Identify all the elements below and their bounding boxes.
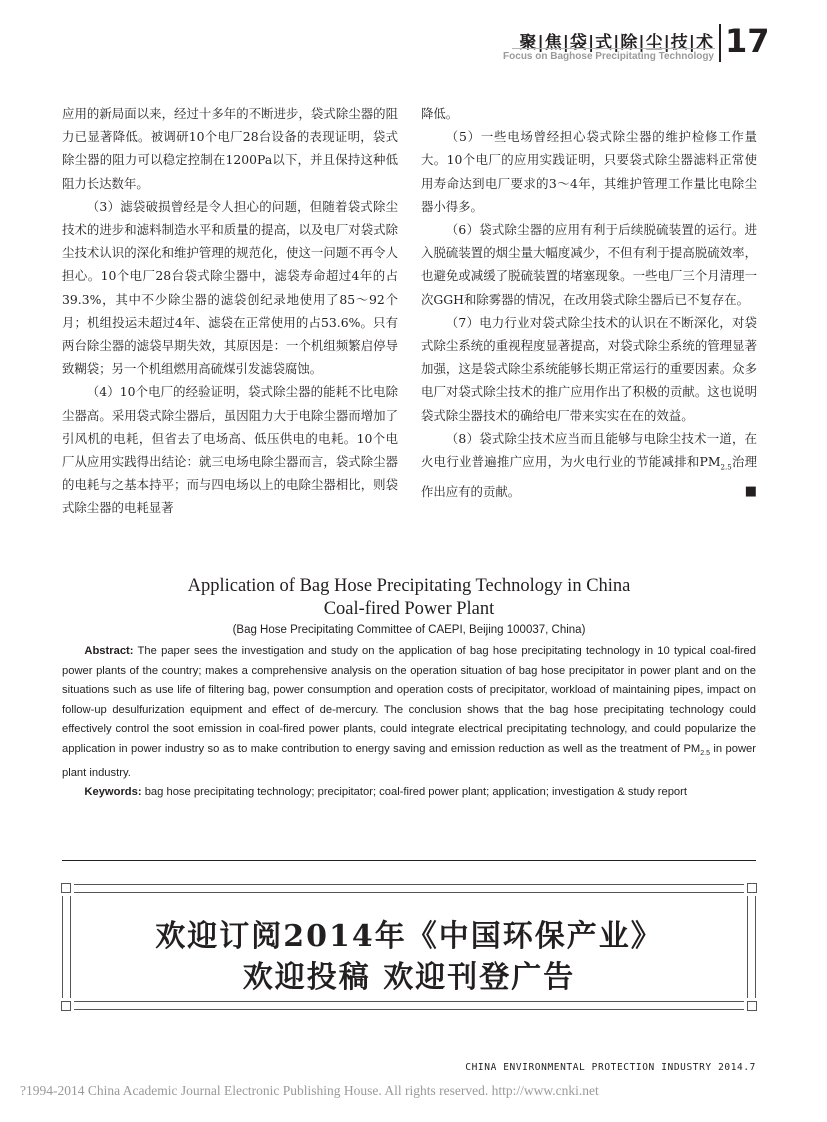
paragraph: （4）10个电厂的经验证明，袋式除尘器的能耗不比电除尘器高。采用袋式除尘器后，虽因阻力大于电除尘器而增加了引风机的电耗，但省去了电场高、低压供电的电耗。10个电厂从应用实践得出结论：就三电场电除尘器而言，袋式除尘器的电耗与之基本持平；而与四电场以上的电除尘器相比，则袋式除尘器的电耗显著	[62, 384, 398, 516]
subscription-banner	[62, 884, 756, 1010]
banner-line-1: 欢迎订阅2014年《中国环保产业》	[155, 919, 663, 954]
english-title-line: Coal-fired Power Plant	[323, 599, 495, 619]
abstract-text: in power plant industry.	[62, 742, 756, 779]
paragraph: （5）一些电场曾经担心袋式除尘器的维护检修工作量大。10个电厂的应用实践证明，只要袋式除尘器滤料正常使用寿命达到电厂要求的3～4年，其维护管理工作量比电除尘器小得多。	[421, 129, 757, 214]
paragraph: （7）电力行业对袋式除尘技术的认识在不断深化，对袋式除尘系统的重视程度显著提高，对袋式除尘系统的管理显著加强，这是袋式除尘系统能够长期正常运行的重要因素。众多电厂对袋式除尘技术的推广应用作出了积极的贡献。这也说明袋式除尘器技术的确给电厂带来实实在在的效益。	[421, 314, 757, 423]
section-divider	[62, 860, 756, 861]
keywords-paragraph	[62, 783, 756, 803]
english-title-line: Application of Bag Hose Precipitating Technology in China	[187, 576, 631, 596]
journal-footer: CHINA ENVIRONMENTAL PROTECTION INDUSTRY 2014.7	[465, 1062, 756, 1073]
corner-ornament	[58, 998, 74, 1014]
affiliation: (Bag Hose Precipitating Committee of CAEPI, Beijing 100037, China)	[232, 624, 586, 636]
paragraph-text: 治理作出应有的贡献。	[421, 454, 758, 499]
corner-ornament	[744, 880, 760, 896]
end-mark: ■	[744, 483, 757, 499]
paragraph: 应用的新局面以来，经过十多年的不断进步，袋式除尘器的阻力已显著降低。被调研10个电厂28台设备的表现证明，袋式除尘器的阻力可以稳定控制在1200Pa以下，并且保持这种低阻力长达数年。	[62, 106, 398, 191]
abstract-label: Abstract:	[84, 645, 134, 657]
paragraph: （3）滤袋破损曾经是令人担心的问题，但随着袋式除尘技术的进步和滤料制造水平和质量的提高，以及电厂对袋式除尘技术认识的深化和维护管理的规范化，使这一问题不再令人担心。10个电厂28台袋式除尘器中，滤袋寿命超过4年的占39.3%，其中不少除尘器的滤袋创纪录地使用了85～92个月；机组投运未超过4年、滤袋在正常使用的占53.6%。只有两台除尘器的滤袋早期失效，其原因是：一个机组频繁启停导致糊袋；另一个机组燃用高硫煤引发滤袋腐蚀。	[62, 198, 398, 377]
subscript: 2.5	[700, 750, 710, 758]
abstract-paragraph	[62, 642, 756, 783]
english-title	[62, 575, 756, 621]
header-separator	[719, 24, 721, 62]
page-header	[0, 22, 827, 72]
paragraph: （6）袋式除尘器的应用有利于后续脱硫装置的运行。进入脱硫装置的烟尘量大幅度减少，不但有利于提高脱硫效率，也避免或减缓了脱硫装置的堵塞现象。一些电厂三个月清理一次GGH和除雾器的情况，在改用袋式除尘器后已不复存在。	[421, 222, 757, 307]
keywords-text: bag hose precipitating technology; precipitator; coal-fired power plant; application; investigation & study report	[141, 786, 687, 799]
section-title-cn: 聚|焦|袋|式|除|尘|技|术	[519, 33, 714, 53]
paragraph: 降低。	[421, 106, 459, 121]
paragraph-text: （8）袋式除尘技术应当而且能够与电除尘技术一道，在火电行业普遍推广应用，为火电行业的节能减排和PM	[421, 430, 757, 470]
keywords-label: Keywords:	[84, 786, 142, 799]
english-abstract	[62, 642, 756, 803]
header-rule	[512, 48, 715, 49]
banner-line-2: 欢迎投稿 欢迎刊登广告	[242, 960, 576, 995]
body-column-right	[421, 102, 757, 503]
corner-ornament	[744, 998, 760, 1014]
body-column-left	[62, 102, 398, 520]
corner-ornament	[58, 880, 74, 896]
paragraph	[421, 427, 757, 503]
subscript: 2.5	[720, 463, 732, 472]
section-title-en: Focus on Baghose Precipitating Technology	[503, 51, 714, 62]
copyright-notice: ?1994-2014 China Academic Journal Electronic Publishing House. All rights reserved. http://www.cnki.net	[20, 1083, 599, 1098]
abstract-text: The paper sees the investigation and study on the application of bag hose precipitating technology in 10 typical coal-fired power plants of the country; makes a comprehensive analysis on the operation situation of bag hose precipitator in power plant and on the situations such as use life of filtering bag, power consumption and operation costs of precipitator, workload of maintaining pipes, impact on follow-up desulfurization equipment and effect of de-mercury. The conclusion shows that the bag hose precipitating technology could effectively control the soot emission in coal-fired power plants, could integrate electrical precipitating technology, and could popularize the application in power industry so as to make contribution to energy saving and emission reduction as well as the treatment of PM	[62, 645, 756, 755]
page-number: 17	[725, 22, 770, 60]
